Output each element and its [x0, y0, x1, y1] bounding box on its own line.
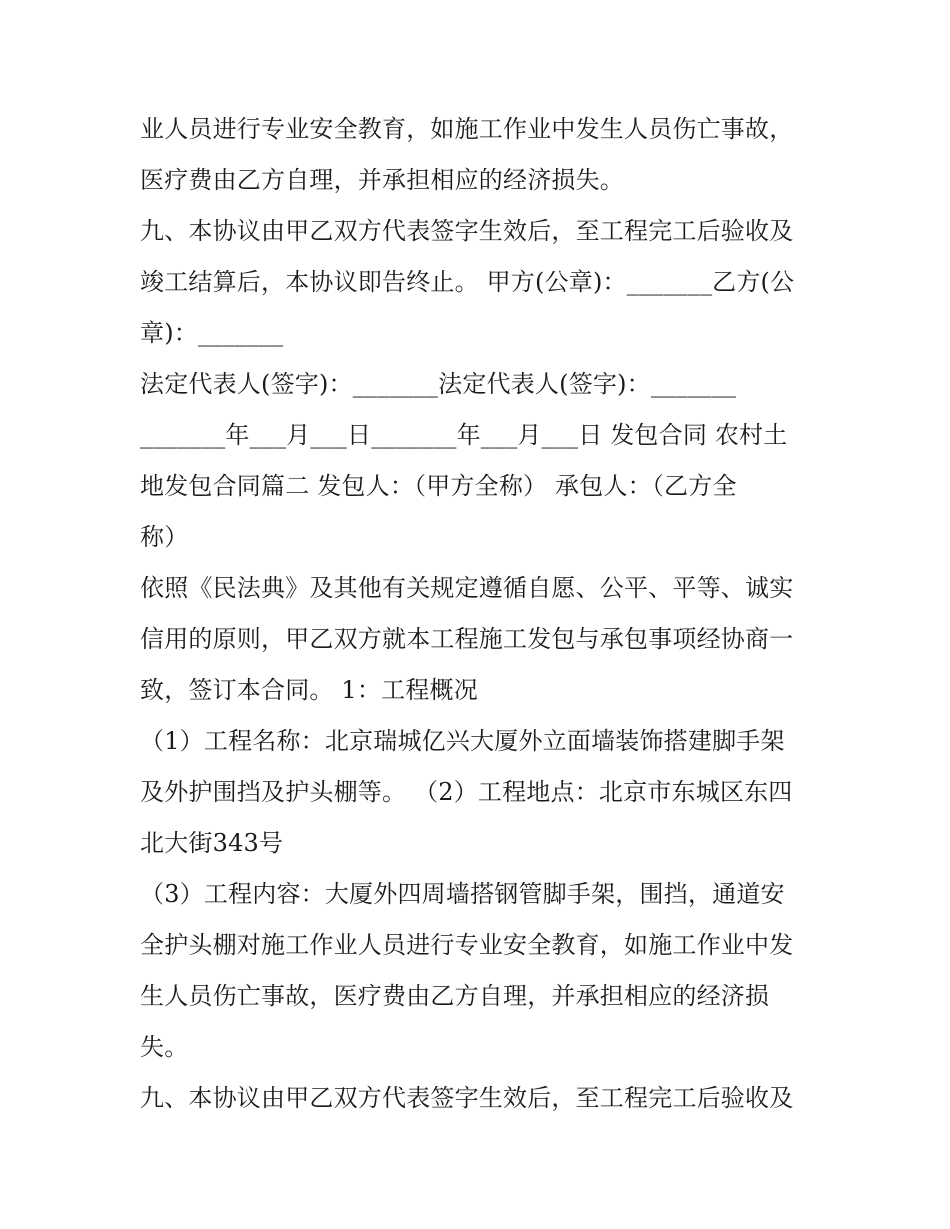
text-line: 法定代表人(签字)：_______法定代表人(签字)：_______	[140, 370, 737, 398]
text-line: 信用的原则，甲乙双方就本工程施工发包与承包事项经协商一	[140, 625, 794, 653]
text-line: 失。	[140, 1033, 189, 1061]
text-line: 地发包合同篇二 发包人：（甲方全称） 承包人：（乙方全	[140, 472, 737, 500]
text-line: 九、本协议由甲乙双方代表签字生效后，至工程完工后验收及	[140, 217, 794, 245]
text-line: 生人员伤亡事故，医疗费由乙方自理，并承担相应的经济损	[140, 982, 770, 1010]
text-line: 九、本协议由甲乙双方代表签字生效后，至工程完工后验收及	[140, 1084, 794, 1112]
text-line: 全护头棚对施工作业人员进行专业安全教育，如施工作业中发	[140, 931, 794, 959]
text-line: 业人员进行专业安全教育，如施工作业中发生人员伤亡事故，	[140, 115, 794, 143]
text-line: （3）工程内容：大厦外四周墙搭钢管脚手架，围挡，通道安	[140, 880, 785, 908]
text-line: 章)：_______	[140, 319, 284, 347]
text-line: 依照《民法典》及其他有关规定遵循自愿、公平、平等、诚实	[140, 574, 794, 602]
text-line: （1）工程名称：北京瑞城亿兴大厦外立面墙装饰搭建脚手架	[140, 727, 785, 755]
text-line: 及外护围挡及护头棚等。 （2）工程地点：北京市东城区东四	[140, 778, 793, 806]
document-body	[140, 104, 830, 1124]
text-line: 医疗费由乙方自理，并承担相应的经济损失。	[140, 166, 624, 194]
text-line: 竣工结算后，本协议即告终止。 甲方(公章)：_______乙方(公	[140, 268, 795, 296]
text-line: 称）	[140, 523, 189, 551]
text-line: 北大街343号	[140, 829, 284, 857]
text-line: 致，签订本合同。 1：工程概况	[140, 676, 478, 704]
text-line: _______年___月___日_______年___月___日 发包合同 农村土	[140, 421, 788, 449]
